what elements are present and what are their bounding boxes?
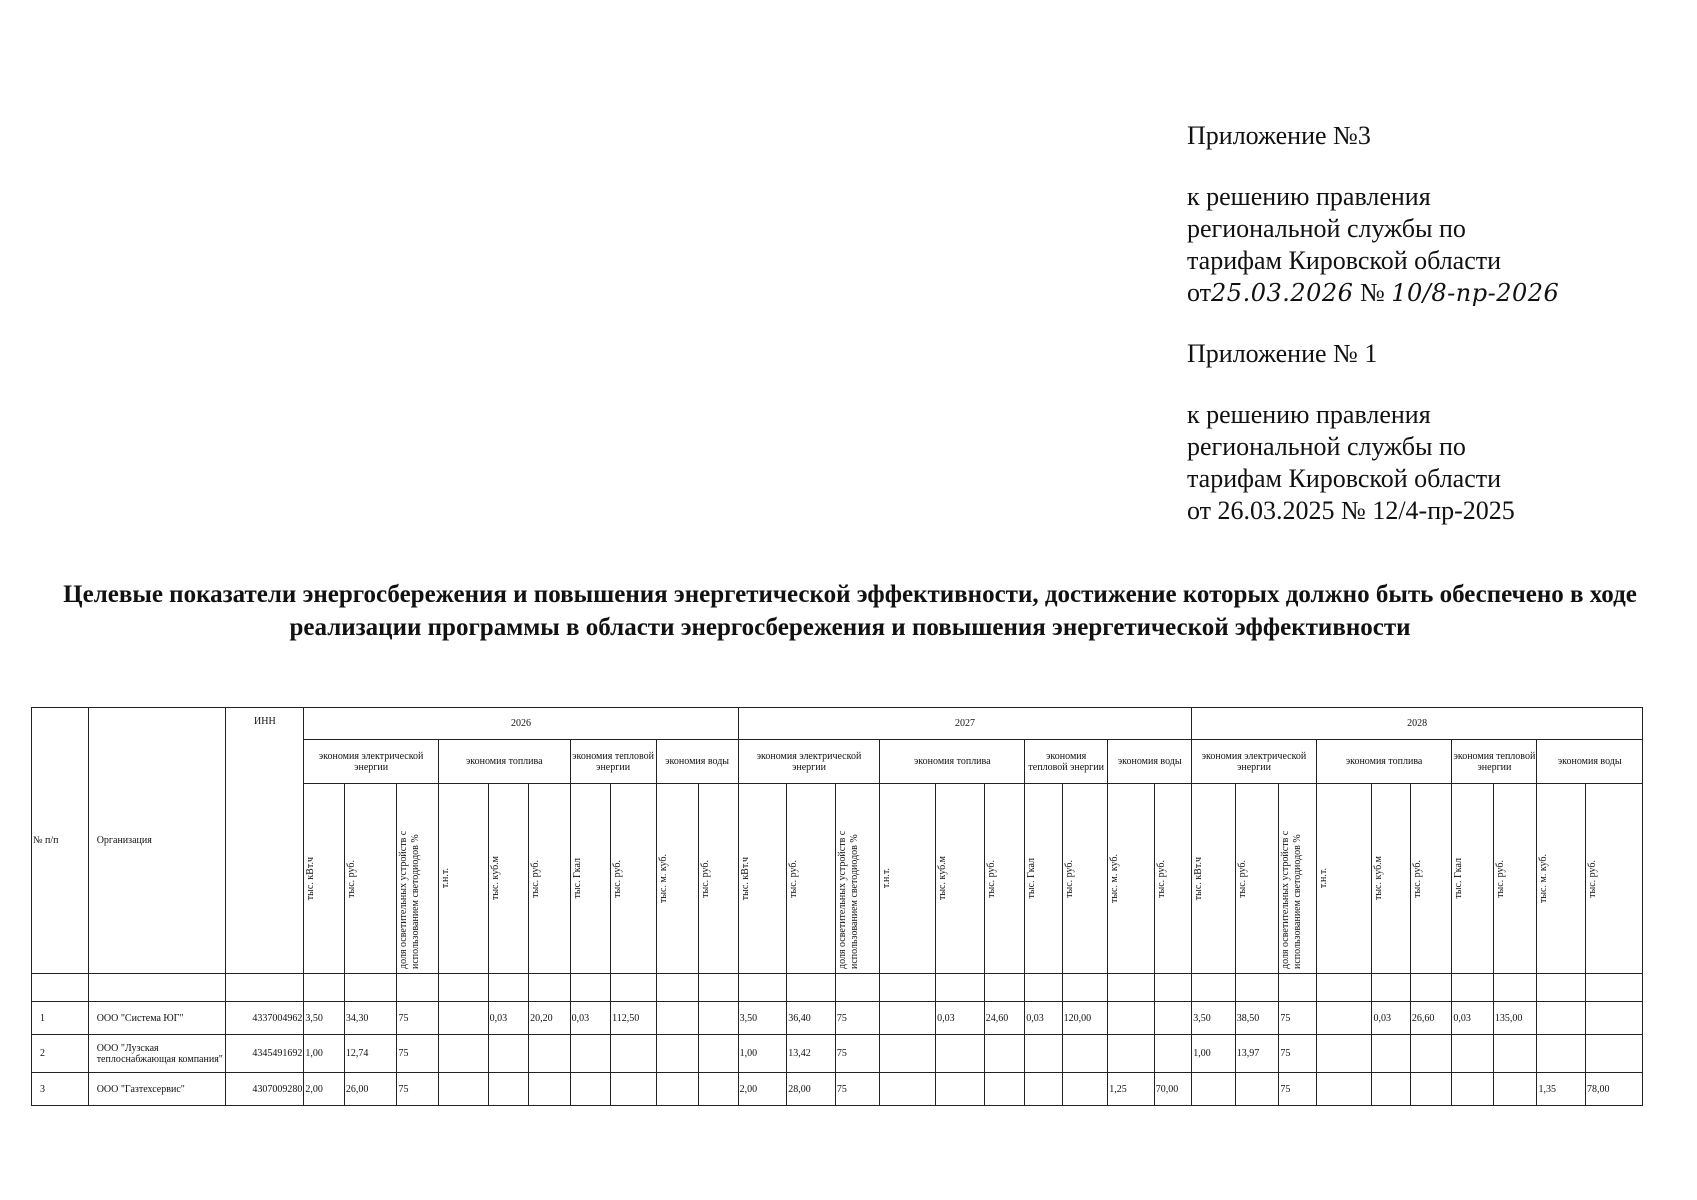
value-cell: [1025, 1035, 1062, 1073]
empty-cell: [1452, 974, 1494, 1002]
unit-label: тыс. кВт.ч: [305, 856, 317, 901]
unit-header: [570, 784, 611, 974]
unit-label: т.н.т.: [881, 868, 893, 889]
group-header: экономия топлива: [880, 740, 1025, 784]
handwritten-number: 10/8-пр-2026: [1391, 279, 1560, 307]
value-cell: [699, 1073, 739, 1106]
col-header-num: № п/п: [32, 708, 89, 974]
empty-cell: [1108, 974, 1155, 1002]
value-cell: [936, 1073, 985, 1106]
value-cell: 34,30: [344, 1002, 397, 1035]
table-row: [32, 1002, 1643, 1035]
unit-header: [304, 784, 345, 974]
empty-cell: [1493, 974, 1537, 1002]
empty-cell: [1410, 974, 1452, 1002]
empty-cell: [699, 974, 739, 1002]
value-cell: [1493, 1035, 1537, 1073]
value-cell: 75: [1279, 1073, 1316, 1106]
value-cell: 1,00: [738, 1035, 787, 1073]
unit-header: [1154, 784, 1191, 974]
group-header: экономия электрической энергии: [1192, 740, 1317, 784]
empty-cell: [226, 974, 304, 1002]
approval-header: [1187, 120, 1647, 527]
value-cell: 2,00: [738, 1073, 787, 1106]
decision-date-line: [1187, 277, 1647, 309]
empty-cell: [787, 974, 836, 1002]
unit-label: тыс. куб.м: [937, 856, 949, 901]
value-cell: [984, 1035, 1025, 1073]
unit-label: тыс. руб.: [1494, 859, 1506, 898]
unit-header: [1537, 784, 1586, 974]
value-cell: [570, 1035, 611, 1073]
unit-header: [611, 784, 657, 974]
unit-header: [738, 784, 787, 974]
unit-label: тыс. руб.: [788, 859, 800, 898]
date-prefix: от: [1187, 278, 1212, 307]
group-header: экономия электрической энергии: [304, 740, 439, 784]
value-cell: 75: [835, 1002, 880, 1035]
row-number: 1: [32, 1002, 89, 1035]
empty-cell: [32, 974, 89, 1002]
value-cell: 75: [397, 1073, 439, 1106]
value-cell: [1154, 1002, 1191, 1035]
value-cell: [1108, 1035, 1155, 1073]
unit-label: т.н.т.: [1317, 868, 1329, 889]
unit-label: тыс. куб.м: [489, 856, 501, 901]
unit-label: тыс. руб.: [700, 859, 712, 898]
value-cell: [699, 1035, 739, 1073]
value-cell: [1316, 1073, 1372, 1106]
unit-label: тыс. Гкал: [1026, 858, 1038, 899]
value-cell: 26,00: [344, 1073, 397, 1106]
value-cell: [1235, 1073, 1279, 1106]
value-cell: [1493, 1073, 1537, 1106]
unit-label: тыс. руб.: [1587, 859, 1599, 898]
unit-header: [438, 784, 488, 974]
unit-header: [1108, 784, 1155, 974]
value-cell: 112,50: [611, 1002, 657, 1035]
unit-header: [488, 784, 529, 974]
unit-label: тыс. м. куб.: [1538, 853, 1550, 904]
value-cell: 13,97: [1235, 1035, 1279, 1073]
inn-value: 4337004962: [226, 1002, 304, 1035]
unit-label: тыс. Гкал: [1453, 858, 1465, 899]
appendix-title: Приложение №3: [1187, 121, 1371, 150]
unit-label: доля осветительных устройств с использованием светодиодов %: [836, 830, 860, 969]
value-cell: [529, 1035, 571, 1073]
decision-line-2: тарифам Кировской области: [1187, 464, 1502, 493]
empty-cell: [304, 974, 345, 1002]
value-cell: [438, 1035, 488, 1073]
unit-label: тыс. руб.: [1063, 859, 1075, 898]
empty-cell: [1372, 974, 1410, 1002]
group-header: экономия тепловой энергии: [1452, 740, 1537, 784]
value-cell: [438, 1002, 488, 1035]
empty-cell: [1154, 974, 1191, 1002]
empty-cell: [397, 974, 439, 1002]
value-cell: [611, 1073, 657, 1106]
group-header: экономия тепловой энергии: [1025, 740, 1108, 784]
unit-header: [880, 784, 936, 974]
value-cell: 75: [835, 1073, 880, 1106]
decision-line-2: к решению правления: [1187, 400, 1431, 429]
value-cell: 0,03: [488, 1002, 529, 1035]
value-cell: 1,00: [304, 1035, 345, 1073]
value-cell: 13,42: [787, 1035, 836, 1073]
value-cell: 1,25: [1108, 1073, 1155, 1106]
value-cell: [488, 1073, 529, 1106]
value-cell: 0,03: [1452, 1002, 1494, 1035]
value-cell: [880, 1002, 936, 1035]
decision-line: региональной службы по: [1187, 214, 1466, 243]
empty-cell: [1235, 974, 1279, 1002]
unit-header: [1493, 784, 1537, 974]
group-header: экономия тепловой энергии: [570, 740, 656, 784]
unit-label: тыс. м. куб.: [1109, 853, 1121, 904]
unit-header: [835, 784, 880, 974]
decision-line-2: региональной службы по: [1187, 432, 1466, 461]
value-cell: 75: [397, 1002, 439, 1035]
decision-line: тарифам Кировской области: [1187, 246, 1502, 275]
unit-header: [397, 784, 439, 974]
year-header: 2026: [304, 708, 738, 740]
value-cell: 2,00: [304, 1073, 345, 1106]
value-cell: [1537, 1002, 1586, 1035]
empty-cell: [835, 974, 880, 1002]
unit-label: тыс. руб.: [985, 859, 997, 898]
value-cell: 20,20: [529, 1002, 571, 1035]
appendix-title-2: Приложение № 1: [1187, 339, 1378, 368]
empty-cell: [611, 974, 657, 1002]
empty-cell: [88, 974, 226, 1002]
unit-header: [984, 784, 1025, 974]
year-header: 2028: [1192, 708, 1643, 740]
value-cell: 70,00: [1154, 1073, 1191, 1106]
value-cell: 12,74: [344, 1035, 397, 1073]
table-spacer-row: [32, 974, 1643, 1002]
empty-cell: [936, 974, 985, 1002]
value-cell: 75: [1279, 1002, 1316, 1035]
value-cell: [880, 1073, 936, 1106]
value-cell: 36,40: [787, 1002, 836, 1035]
unit-label: тыс. руб.: [345, 859, 357, 898]
value-cell: [1316, 1002, 1372, 1035]
unit-header: [1410, 784, 1452, 974]
value-cell: [1586, 1002, 1643, 1035]
value-cell: 0,03: [1025, 1002, 1062, 1035]
value-cell: [1372, 1073, 1410, 1106]
group-header: экономия топлива: [1316, 740, 1452, 784]
value-cell: [1452, 1073, 1494, 1106]
unit-header: [1316, 784, 1372, 974]
unit-header: [699, 784, 739, 974]
value-cell: 75: [397, 1035, 439, 1073]
value-cell: [1410, 1035, 1452, 1073]
unit-header: [344, 784, 397, 974]
indicators-table: [31, 707, 1643, 1106]
unit-label: доля осветительных устройств с использованием светодиодов %: [1280, 830, 1304, 969]
value-cell: 75: [1279, 1035, 1316, 1073]
unit-label: тыс. руб.: [530, 859, 542, 898]
value-cell: [438, 1073, 488, 1106]
empty-cell: [1316, 974, 1372, 1002]
value-cell: 26,60: [1410, 1002, 1452, 1035]
unit-header: [1452, 784, 1494, 974]
empty-cell: [488, 974, 529, 1002]
value-cell: [1192, 1073, 1236, 1106]
value-cell: 1,35: [1537, 1073, 1586, 1106]
value-cell: [1062, 1073, 1108, 1106]
unit-header: [656, 784, 699, 974]
unit-header: [1062, 784, 1108, 974]
value-cell: [936, 1035, 985, 1073]
value-cell: 3,50: [1192, 1002, 1236, 1035]
empty-cell: [1537, 974, 1586, 1002]
empty-cell: [344, 974, 397, 1002]
number-prefix: №: [1359, 278, 1385, 307]
empty-cell: [880, 974, 936, 1002]
unit-label: тыс. кВт.ч: [1193, 856, 1205, 901]
inn-value: 4307009280: [226, 1073, 304, 1106]
value-cell: [570, 1073, 611, 1106]
value-cell: [1410, 1073, 1452, 1106]
empty-cell: [1192, 974, 1236, 1002]
unit-label: тыс. руб.: [1155, 859, 1167, 898]
value-cell: [1062, 1035, 1108, 1073]
table-row: [32, 1035, 1643, 1073]
empty-cell: [1279, 974, 1316, 1002]
group-header: экономия топлива: [438, 740, 570, 784]
document-title: Целевые показатели энергосбережения и повышения энергетической эффективности, достижение которых должно быть обеспечено в ходе реализации программы в области энергосбережения и повышения энергетической эффективности: [63, 581, 1637, 641]
value-cell: [984, 1073, 1025, 1106]
value-cell: 0,03: [1372, 1002, 1410, 1035]
value-cell: 28,00: [787, 1073, 836, 1106]
empty-cell: [984, 974, 1025, 1002]
unit-header: [1279, 784, 1316, 974]
table-row: [32, 1073, 1643, 1106]
unit-label: тыс. куб.м: [1373, 856, 1385, 901]
unit-label: тыс. Гкал: [571, 858, 583, 899]
value-cell: 3,50: [738, 1002, 787, 1035]
value-cell: [529, 1073, 571, 1106]
unit-label: доля осветительных устройств с использованием светодиодов %: [398, 830, 422, 969]
handwritten-date: 25.03.2026: [1211, 279, 1354, 307]
value-cell: [1316, 1035, 1372, 1073]
empty-cell: [656, 974, 699, 1002]
value-cell: [656, 1073, 699, 1106]
decision-date-line-2: от 26.03.2025 № 12/4-пр-2025: [1187, 496, 1515, 525]
unit-label: тыс. руб.: [612, 859, 624, 898]
value-cell: [1025, 1073, 1062, 1106]
col-header-inn: ИНН: [226, 708, 304, 974]
value-cell: [880, 1035, 936, 1073]
value-cell: 0,03: [936, 1002, 985, 1035]
value-cell: [1537, 1035, 1586, 1073]
group-header: экономия воды: [1108, 740, 1192, 784]
unit-header: [1025, 784, 1062, 974]
empty-cell: [738, 974, 787, 1002]
group-header: экономия электрической энергии: [738, 740, 880, 784]
organization-name: ООО "Система ЮГ": [88, 1002, 226, 1035]
empty-cell: [1062, 974, 1108, 1002]
value-cell: [1586, 1035, 1643, 1073]
unit-label: т.н.т.: [439, 868, 451, 889]
year-header: 2027: [738, 708, 1192, 740]
col-header-organization: Организация: [88, 708, 226, 974]
row-number: 3: [32, 1073, 89, 1106]
empty-cell: [529, 974, 571, 1002]
value-cell: 75: [835, 1035, 880, 1073]
group-header: экономия воды: [1537, 740, 1643, 784]
unit-header: [1372, 784, 1410, 974]
unit-header: [1586, 784, 1643, 974]
organization-name: ООО "Лузская теплоснабжающая компания": [88, 1035, 226, 1073]
empty-cell: [438, 974, 488, 1002]
value-cell: 0,03: [570, 1002, 611, 1035]
value-cell: 1,00: [1192, 1035, 1236, 1073]
value-cell: [1154, 1035, 1191, 1073]
value-cell: [488, 1035, 529, 1073]
value-cell: 135,00: [1493, 1002, 1537, 1035]
value-cell: 38,50: [1235, 1002, 1279, 1035]
empty-cell: [1586, 974, 1643, 1002]
value-cell: [656, 1035, 699, 1073]
empty-cell: [1025, 974, 1062, 1002]
value-cell: [1372, 1035, 1410, 1073]
value-cell: [1452, 1035, 1494, 1073]
decision-line: к решению правления: [1187, 182, 1431, 211]
value-cell: 120,00: [1062, 1002, 1108, 1035]
unit-header: [787, 784, 836, 974]
value-cell: [656, 1002, 699, 1035]
organization-name: ООО "Газтехсервис": [88, 1073, 226, 1106]
value-cell: 78,00: [1586, 1073, 1643, 1106]
value-cell: 3,50: [304, 1002, 345, 1035]
unit-label: тыс. м. куб.: [657, 853, 669, 904]
unit-header: [1192, 784, 1236, 974]
value-cell: [611, 1035, 657, 1073]
value-cell: [1108, 1002, 1155, 1035]
unit-header: [529, 784, 571, 974]
inn-value: 4345491692: [226, 1035, 304, 1073]
value-cell: 24,60: [984, 1002, 1025, 1035]
value-cell: [699, 1002, 739, 1035]
unit-header: [936, 784, 985, 974]
group-header: экономия воды: [656, 740, 738, 784]
empty-cell: [570, 974, 611, 1002]
unit-label: тыс. руб.: [1411, 859, 1423, 898]
unit-label: тыс. руб.: [1236, 859, 1248, 898]
row-number: 2: [32, 1035, 89, 1073]
unit-header: [1235, 784, 1279, 974]
unit-label: тыс. кВт.ч: [739, 856, 751, 901]
